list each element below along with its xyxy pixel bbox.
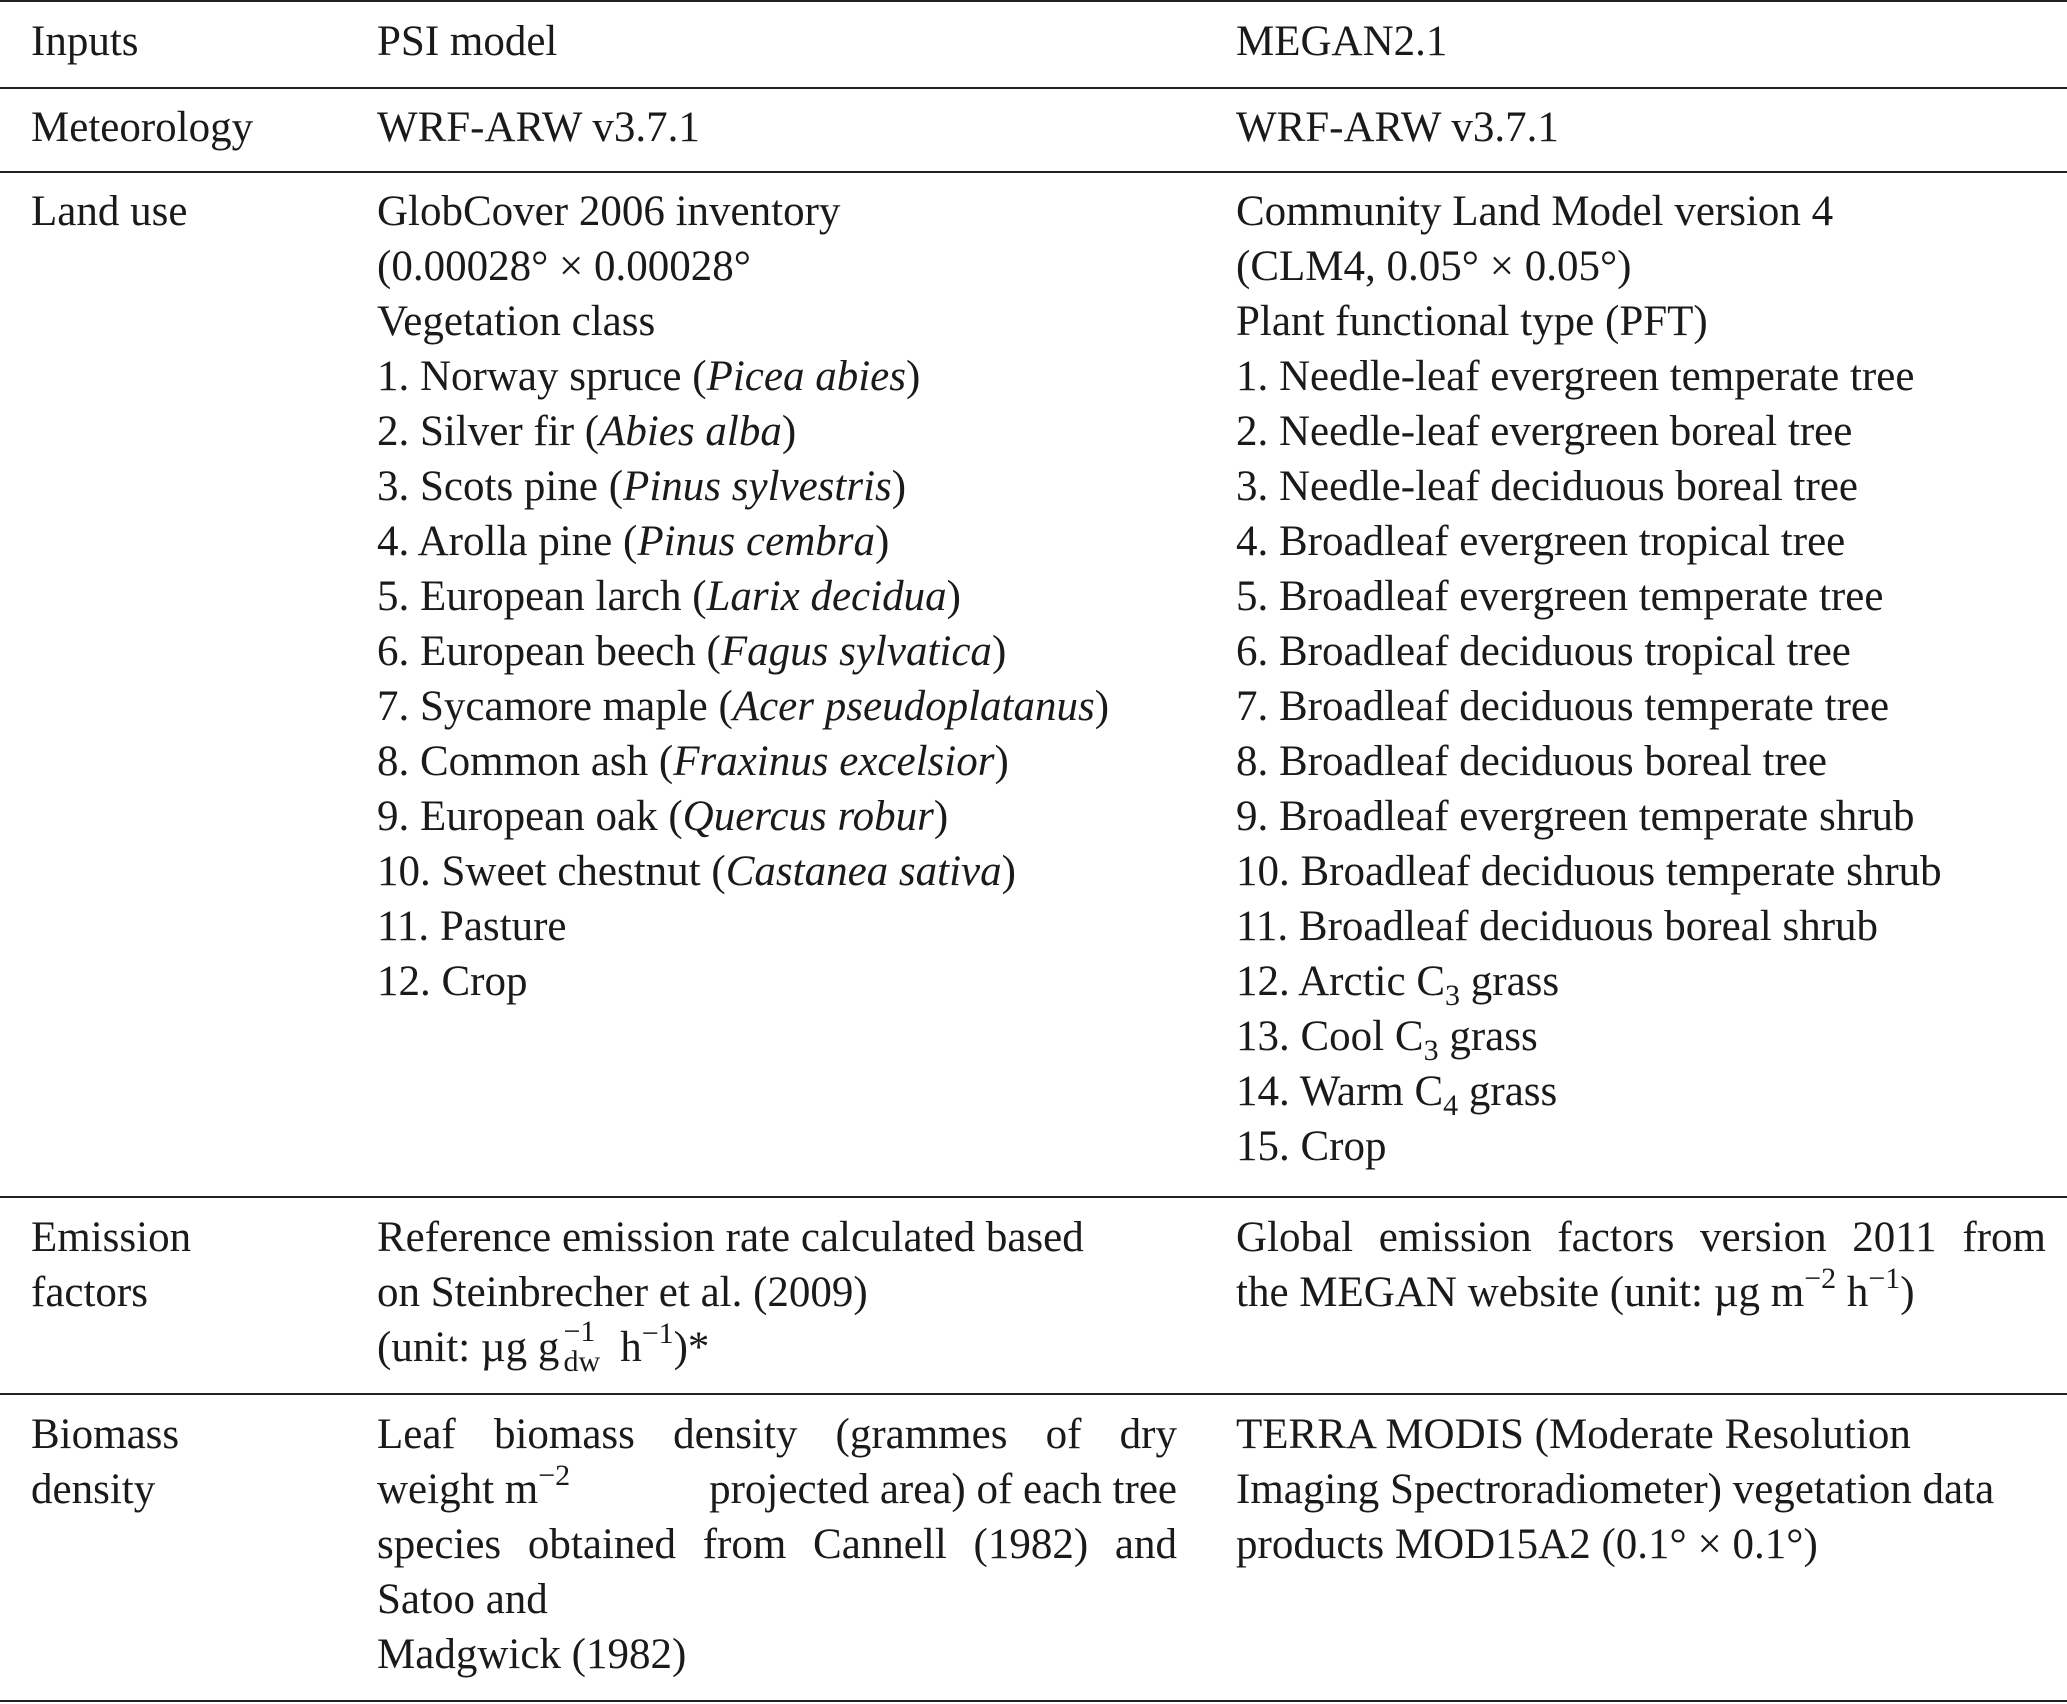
- row-label-biomass-density: Biomass density: [31, 1411, 180, 1513]
- psi-biomass-density: Leaf biomass density (grammes of dry weight $m^{-2}$ projected area) of each tree species obtained from Cannell (1982) and Satoo and Madgwick (1982): [377, 1411, 1177, 1678]
- list-item: 3. Needle-leaf deciduous boreal tree: [1236, 463, 1858, 510]
- list-item: 7. Sycamore maple (Acer pseudoplatanus): [377, 683, 1110, 730]
- list-item: 10. Sweet chestnut (Castanea sativa): [377, 848, 1016, 895]
- megan-land-model: Community Land Model version 4: [1236, 188, 1834, 235]
- header-inputs: Inputs: [31, 18, 139, 65]
- list-item: 14. Warm $C_4$ grass: [1236, 1068, 1558, 1122]
- list-item: 3. Scots pine (Pinus sylvestris): [377, 463, 907, 510]
- row-label-emission-factors: Emission factors: [31, 1214, 192, 1316]
- list-item: 4. Broadleaf evergreen tropical tree: [1236, 518, 1846, 565]
- list-item: 9. European oak (Quercus robur): [377, 793, 949, 840]
- table-bottom-rule: [0, 1700, 2067, 1702]
- psi-land-resolution: (0.00028° × 0.00028°: [377, 243, 751, 290]
- list-item: 1. Norway spruce (Picea abies): [377, 353, 921, 400]
- psi-land-use: [377, 184, 1177, 1009]
- list-item: 10. Broadleaf deciduous temperate shrub: [1236, 848, 1942, 895]
- list-item: 5. Broadleaf evergreen temperate tree: [1236, 573, 1884, 620]
- header-rule: [0, 87, 2067, 89]
- list-item: 4. Arolla pine (Pinus cembra): [377, 518, 890, 565]
- megan-emission-factors: Global emission factors version 2011 from the MEGAN website (unit: µg $m^{-2}$ $h^{-1}$): [1236, 1214, 2046, 1316]
- row-label-meteorology: Meteorology: [31, 104, 254, 151]
- row-rule-1: [0, 171, 2067, 173]
- psi-vegetation-class-heading: Vegetation class: [377, 298, 656, 345]
- list-item: 8. Common ash (Fraxinus excelsior): [377, 738, 1009, 785]
- list-item: 12. Arctic $C_3$ grass: [1236, 958, 1560, 1012]
- header-psi-model: PSI model: [377, 18, 558, 65]
- row-label-land-use: Land use: [31, 188, 188, 235]
- list-item: 12. Crop: [377, 958, 528, 1005]
- list-item: 8. Broadleaf deciduous boreal tree: [1236, 738, 1827, 785]
- list-item: 6. Broadleaf deciduous tropical tree: [1236, 628, 1851, 675]
- list-item: 7. Broadleaf deciduous temperate tree: [1236, 683, 1890, 730]
- list-item: 9. Broadleaf evergreen temperate shrub: [1236, 793, 1915, 840]
- list-item: 6. European beech (Fagus sylvatica): [377, 628, 1007, 675]
- megan-meteorology: WRF-ARW v3.7.1: [1236, 104, 1559, 151]
- list-item: 13. Cool $C_3$ grass: [1236, 1013, 1538, 1067]
- psi-emission-factors: Reference emission rate calculated based on Steinbrecher et al. (2009) (unit: µg g −1 dw $h^{-1})*$: [377, 1210, 1177, 1375]
- row-rule-2: [0, 1196, 2067, 1198]
- list-item: 1. Needle-leaf evergreen temperate tree: [1236, 353, 1915, 400]
- psi-emission-unit: (unit: µg g −1 dw $h^{-1})*$: [377, 1315, 710, 1378]
- megan-pft-heading: Plant functional type (PFT): [1236, 298, 1708, 345]
- table-top-rule: [0, 0, 2067, 2]
- row-rule-3: [0, 1393, 2067, 1395]
- list-item: 15. Crop: [1236, 1123, 1387, 1170]
- list-item: 11. Broadleaf deciduous boreal shrub: [1236, 903, 1879, 950]
- psi-land-inventory: GlobCover 2006 inventory: [377, 188, 841, 235]
- header-megan: MEGAN2.1: [1236, 18, 1448, 65]
- psi-meteorology: WRF-ARW v3.7.1: [377, 104, 700, 151]
- megan-land-resolution: (CLM4, 0.05° × 0.05°): [1236, 243, 1632, 290]
- list-item: 2. Silver fir (Abies alba): [377, 408, 797, 455]
- megan-land-use: [1236, 184, 2046, 1174]
- list-item: 2. Needle-leaf evergreen boreal tree: [1236, 408, 1853, 455]
- megan-biomass-density: TERRA MODIS (Moderate Resolution Imaging Spectroradiometer) vegetation data products MOD15A2 (0.1° × 0.1°): [1236, 1411, 1995, 1568]
- list-item: 11. Pasture: [377, 903, 567, 950]
- list-item: 5. European larch (Larix decidua): [377, 573, 961, 620]
